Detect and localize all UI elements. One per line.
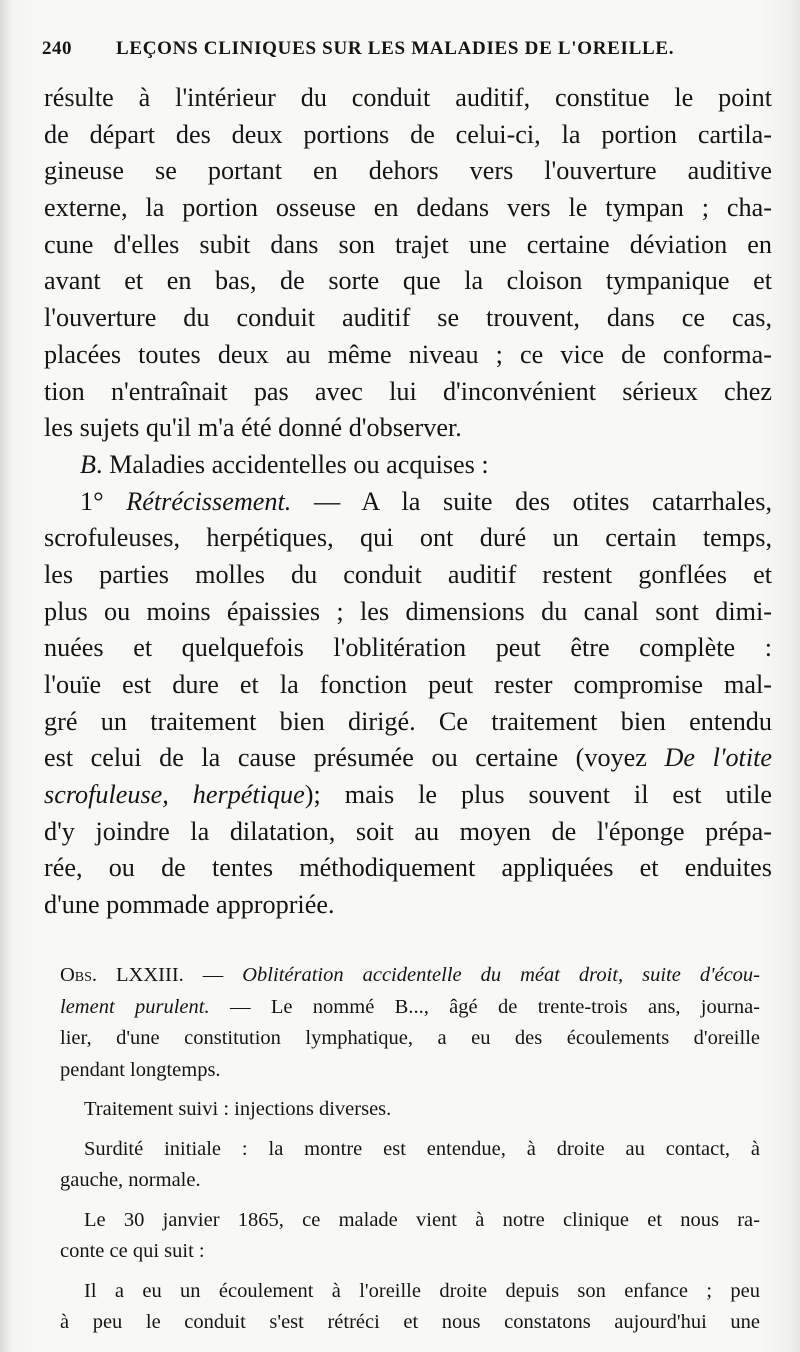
main-line: résulte à l'intérieur du conduit auditif, constitue le point <box>44 83 772 112</box>
item-line: nuées et quelquefois l'oblitération peut être complète : <box>44 633 772 663</box>
deafness-line: Surdité initiale : la montre est entendue, à droite au contact, à <box>84 1137 760 1160</box>
main-line: de départ des deux portions de celui-ci, la portion cartila- <box>44 119 772 149</box>
main-line: externe, la portion osseuse en dedans vers le tympan ; cha- <box>44 193 772 223</box>
page-number: 240 <box>42 38 72 59</box>
main-line: placées toutes deux au même niveau ; ce vice de conforma- <box>44 339 772 369</box>
item-lead-text: — A la suite des otites catarrhales, <box>291 486 772 516</box>
observation-line: lier, d'une constitution lymphatique, a eu des écoulements d'oreille <box>60 1027 760 1049</box>
main-line: l'ouverture du conduit auditif se trouvent, dans ce cas, <box>44 303 772 333</box>
paragraph-gap <box>60 1197 760 1205</box>
main-line: cune d'elles subit dans son trajet une certaine déviation en <box>44 229 772 259</box>
visit-line: Le 30 janvier 1865, ce malade vient à notre clinique et nous ra- <box>84 1208 760 1231</box>
item-line: les parties molles du conduit auditif restent gonflées et <box>44 559 772 589</box>
observation-title: Oblitération accidentelle du méat droit, suite d'écou- <box>242 964 760 986</box>
observation-title-end: lement purulent. <box>60 995 210 1018</box>
item-line: d'y joindre la dilatation, soit au moyen de l'éponge prépa- <box>44 816 772 846</box>
main-line: avant et en bas, de sorte que la cloison tympanique et <box>44 266 772 296</box>
treatment-line: Traitement suivi : injections diverses. <box>84 1098 392 1120</box>
section-letter: B <box>80 449 96 479</box>
paragraph-gap <box>60 1126 760 1134</box>
paragraph-gap <box>60 1086 760 1094</box>
item-heading-line <box>44 484 772 521</box>
section-title: . Maladies accidentelles ou acquises : <box>96 449 489 479</box>
item-line: plus ou moins épaissies ; les dimensions du canal sont dimi- <box>44 596 772 626</box>
observation-label: Obs. LXXIII. <box>60 964 184 986</box>
main-line: les sujets qu'il m'a été donné d'observer. <box>44 413 462 443</box>
item-line: rée, ou de tentes méthodiquement appliquées et enduites <box>44 853 772 883</box>
item-title: Rétrécissement. <box>126 486 292 516</box>
observation-block <box>60 960 760 1339</box>
visit-line: conte ce qui suit : <box>60 1240 205 1262</box>
main-line: tion n'entraînait pas avec lui d'inconvénient sérieux chez <box>44 376 772 406</box>
item-number: 1° <box>80 486 104 516</box>
reference-after: ); mais le plus souvent il est utile <box>304 780 772 810</box>
observation-line: pendant longtemps. <box>60 1058 221 1081</box>
section-heading <box>44 447 772 484</box>
observation-heading-line <box>60 960 760 992</box>
item-line: gré un traitement bien dirigé. Ce traitement bien entendu <box>44 706 772 736</box>
story-line: Il a eu un écoulement à l'oreille droite depuis son enfance ; peu <box>84 1279 760 1302</box>
observation-dash: — <box>183 964 243 986</box>
item-line: scrofuleuses, herpétiques, qui ont duré un certain temps, <box>44 523 772 553</box>
reference-lead: est celui de la cause présumée ou certaine (voyez <box>44 743 647 773</box>
main-line: gineuse se portant en dehors vers l'ouverture auditive <box>44 156 772 186</box>
paragraph-gap <box>60 1268 760 1276</box>
item-line: d'une pommade appropriée. <box>44 890 335 920</box>
page-header <box>36 34 756 64</box>
observation-patient-intro: — Le nommé B..., âgé de trente-trois ans, journa- <box>209 995 760 1018</box>
main-paragraphs <box>44 80 772 924</box>
running-head: LEÇONS CLINIQUES SUR LES MALADIES DE L'OREILLE. <box>116 38 675 59</box>
observation-line <box>60 992 760 1024</box>
deafness-line: gauche, normale. <box>60 1169 201 1191</box>
reference-title-continued: scrofuleuse, herpétique <box>44 780 305 810</box>
item-line: l'ouïe est dure et la fonction peut rester compromise mal- <box>44 670 772 699</box>
item-reference-line <box>44 740 772 777</box>
reference-title: De l'otite <box>664 743 772 773</box>
story-line: à peu le conduit s'est rétréci et nous constatons aujourd'hui une <box>60 1311 760 1333</box>
item-reference-continuation <box>44 777 772 814</box>
